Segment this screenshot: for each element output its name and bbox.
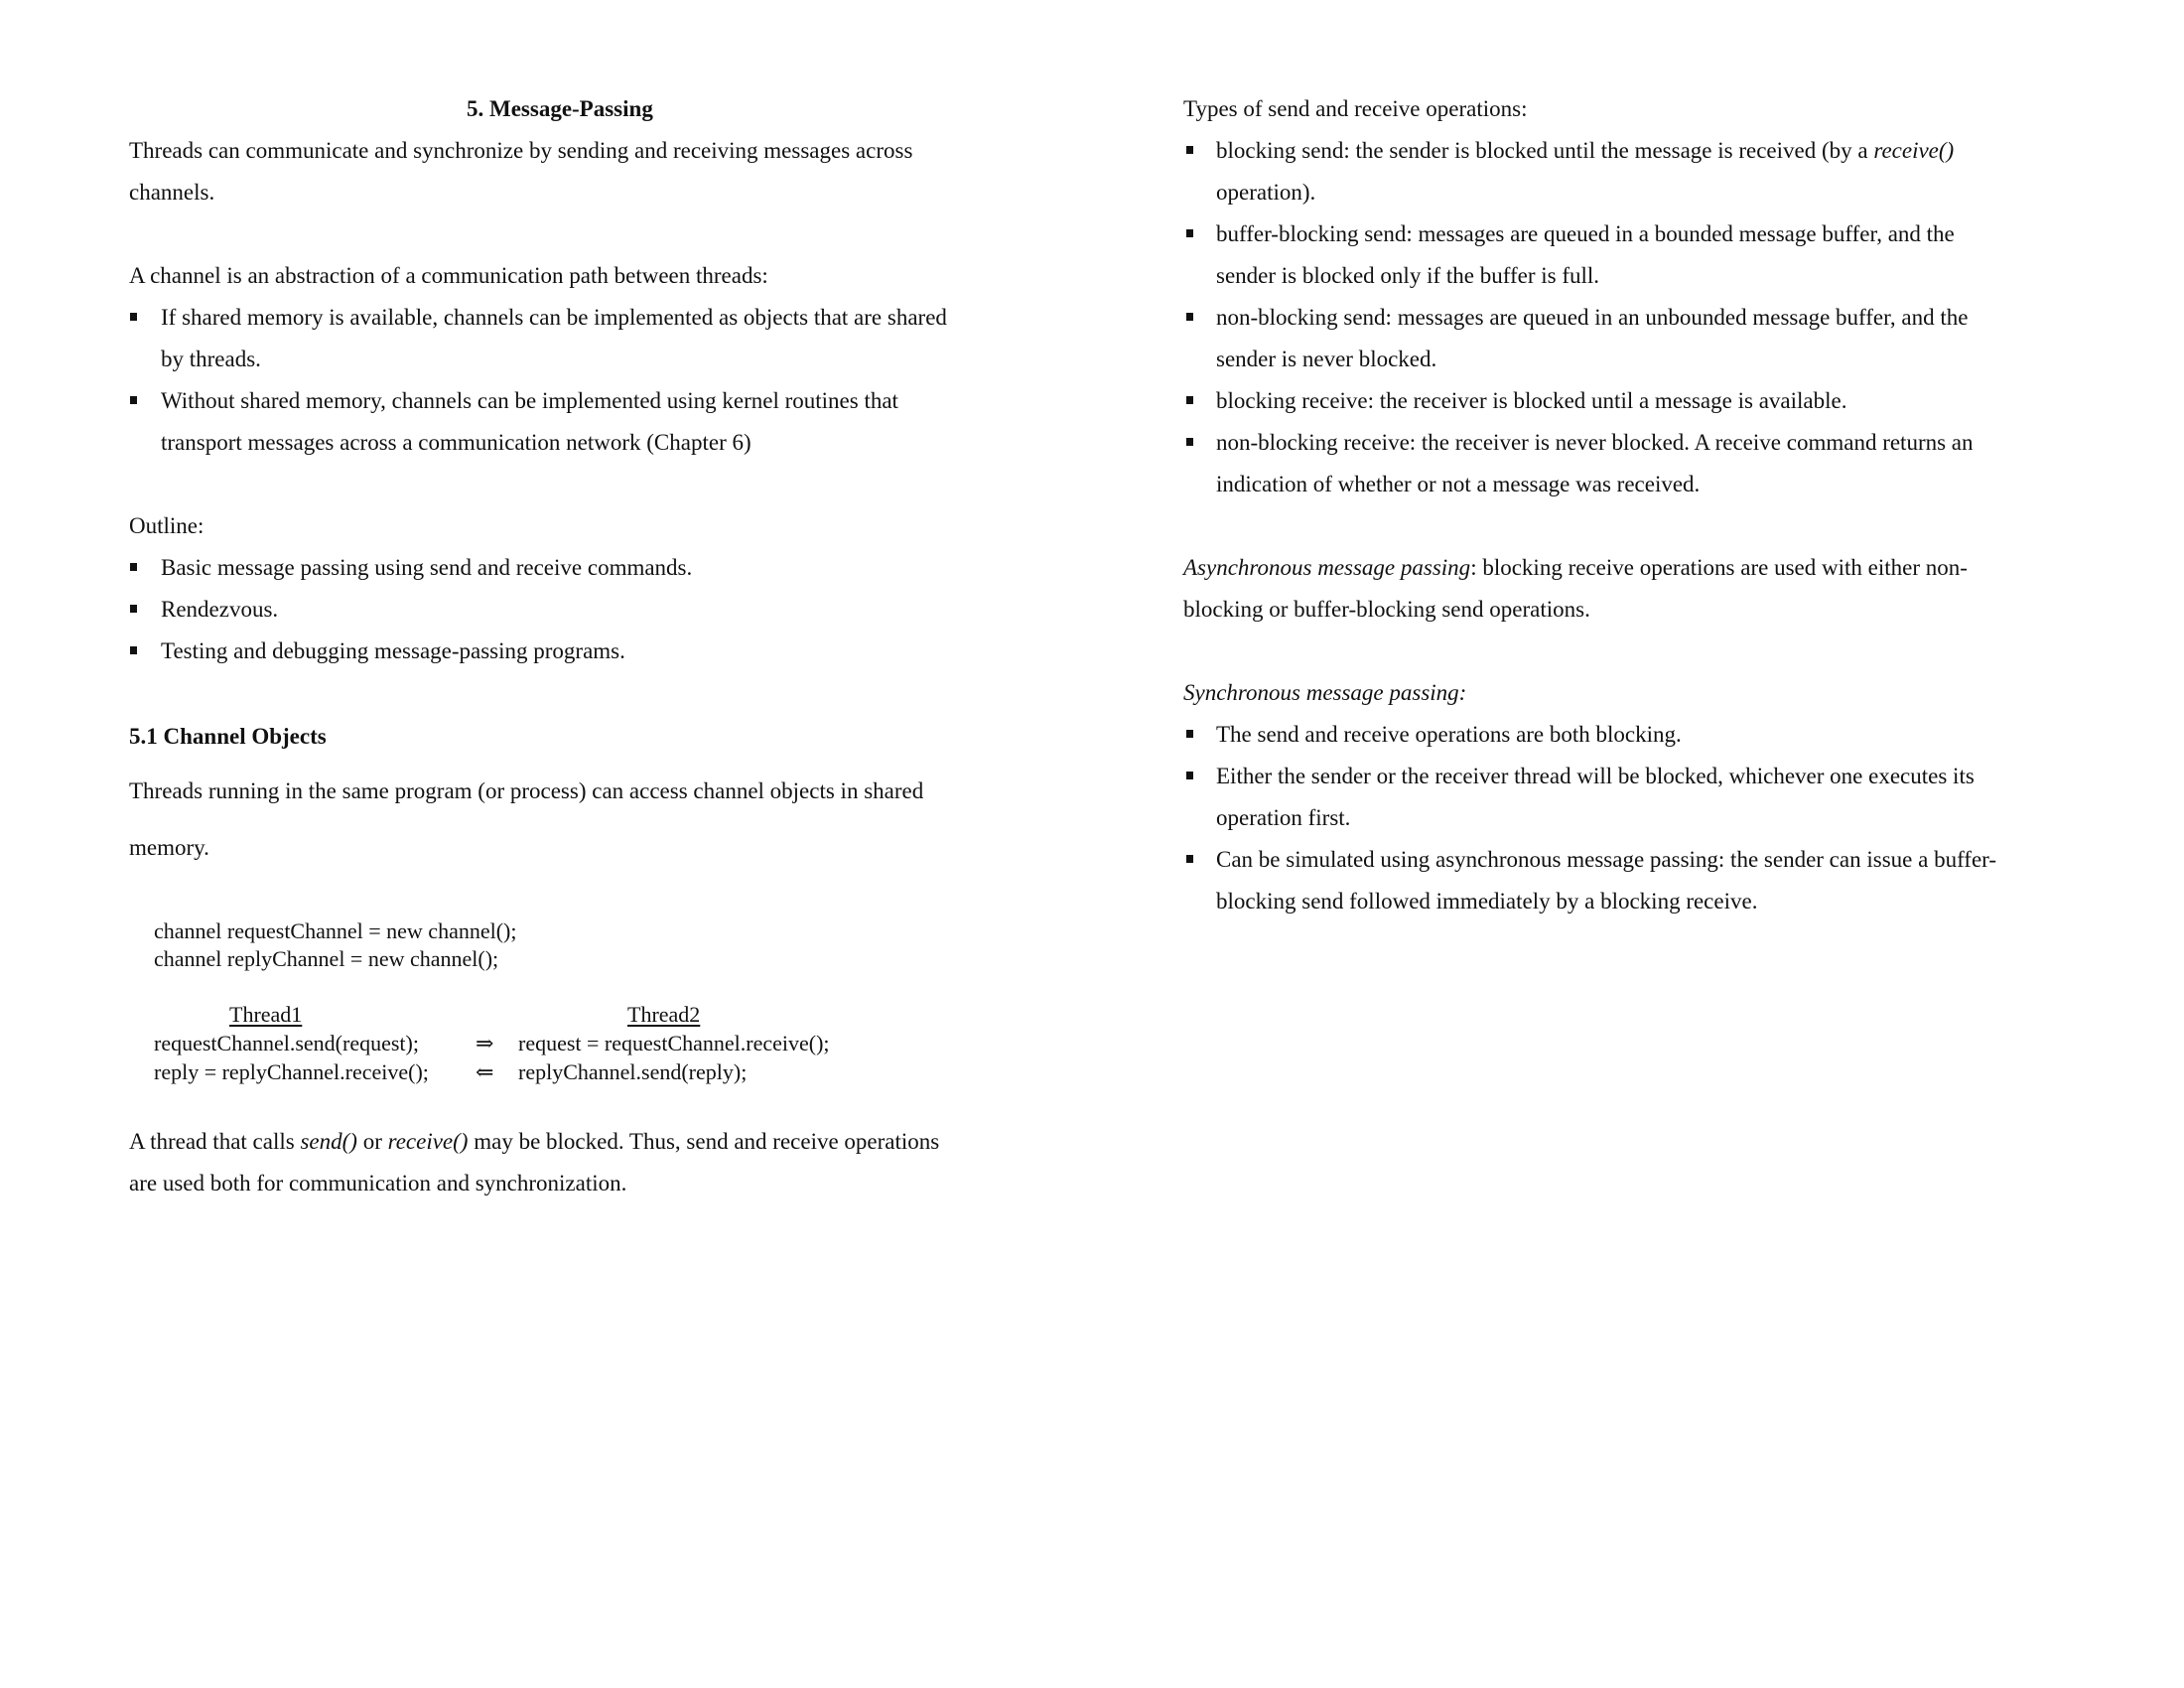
bullet-text-continued: operation first. xyxy=(1216,805,1351,830)
bullet-text-continued: operation). xyxy=(1216,180,1316,205)
async-definition-line-2: blocking or buffer-blocking send operations. xyxy=(1183,597,1590,622)
sync-term: Synchronous message passing: xyxy=(1183,680,1467,705)
square-bullet-icon xyxy=(1186,730,1193,738)
section-heading: 5.1 Channel Objects xyxy=(129,724,327,749)
right-double-arrow-icon: ⇒ xyxy=(476,1031,494,1055)
square-bullet-icon xyxy=(130,396,137,404)
bullet-text: If shared memory is available, channels can be implemented as objects that are shared xyxy=(161,305,947,330)
section-paragraph-line-1: Threads running in the same program (or process) can access channel objects in shared xyxy=(129,778,924,803)
bullet-text-continued: blocking send followed immediately by a blocking receive. xyxy=(1216,889,1758,914)
square-bullet-icon xyxy=(1186,313,1193,321)
chapter-title: 5. Message-Passing xyxy=(467,96,653,121)
channel-definition: A channel is an abstraction of a communication path between threads: xyxy=(129,263,768,288)
bullet-text: The send and receive operations are both blocking. xyxy=(1216,722,1682,747)
bullet-text: Can be simulated using asynchronous message passing: the sender can issue a buffer- xyxy=(1216,847,1997,872)
bullet-text: Without shared memory, channels can be implemented using kernel routines that xyxy=(161,388,898,413)
square-bullet-icon xyxy=(1186,855,1193,863)
bullet-text-continued: sender is blocked only if the buffer is full. xyxy=(1216,263,1600,288)
bullet-text-continued: transport messages across a communication network (Chapter 6) xyxy=(161,430,751,455)
square-bullet-icon xyxy=(1186,438,1193,446)
receive-function-ref: receive() xyxy=(387,1129,469,1154)
bullet-text: non-blocking receive: the receiver is never blocked. A receive command returns an xyxy=(1216,430,1974,455)
closing-text: or xyxy=(356,1129,388,1154)
types-lead: Types of send and receive operations: xyxy=(1183,96,1528,121)
square-bullet-icon xyxy=(130,313,137,321)
left-double-arrow-icon: ⇐ xyxy=(476,1059,494,1084)
closing-paragraph-line-1 xyxy=(129,1128,939,1156)
receive-function-ref: receive() xyxy=(1873,138,1955,163)
bullet-text xyxy=(1216,137,1954,165)
outline-item: Rendezvous. xyxy=(161,597,279,622)
bullet-text: Either the sender or the receiver thread will be blocked, whichever one executes its xyxy=(1216,764,1975,788)
outline-item: Testing and debugging message-passing programs. xyxy=(161,638,625,663)
square-bullet-icon xyxy=(1186,146,1193,154)
section-paragraph-line-2: memory. xyxy=(129,835,209,860)
outline-item: Basic message passing using send and receive commands. xyxy=(161,555,693,580)
closing-text: may be blocked. Thus, send and receive operations xyxy=(468,1129,940,1154)
square-bullet-icon xyxy=(130,563,137,571)
square-bullet-icon xyxy=(1186,772,1193,779)
square-bullet-icon xyxy=(130,605,137,613)
square-bullet-icon xyxy=(130,646,137,654)
intro-line-2: channels. xyxy=(129,180,215,205)
closing-text: A thread that calls xyxy=(129,1129,301,1154)
bullet-text-continued: sender is never blocked. xyxy=(1216,347,1437,371)
outline-label: Outline: xyxy=(129,513,205,538)
bullet-text: buffer-blocking send: messages are queued in a bounded message buffer, and the xyxy=(1216,221,1955,246)
thread1-statement: requestChannel.send(request); xyxy=(154,1031,419,1055)
closing-paragraph-line-2: are used both for communication and synchronization. xyxy=(129,1171,627,1196)
type-description: blocking send: the sender is blocked until the message is received (by a xyxy=(1216,138,1874,163)
code-declaration: channel requestChannel = new channel(); xyxy=(154,918,517,943)
bullet-text: non-blocking send: messages are queued in an unbounded message buffer, and the xyxy=(1216,305,1969,330)
thread1-statement: reply = replyChannel.receive(); xyxy=(154,1059,429,1084)
thread2-statement: replyChannel.send(reply); xyxy=(518,1059,748,1084)
thread2-header: Thread2 xyxy=(627,1002,701,1027)
async-term: Asynchronous message passing xyxy=(1183,555,1471,580)
bullet-text-continued: by threads. xyxy=(161,347,261,371)
bullet-text: blocking receive: the receiver is blocked until a message is available. xyxy=(1216,388,1847,413)
async-description: : blocking receive operations are used with either non- xyxy=(1470,555,1968,580)
thread1-header: Thread1 xyxy=(229,1002,303,1027)
bullet-text-continued: indication of whether or not a message was received. xyxy=(1216,472,1701,496)
thread2-statement: request = requestChannel.receive(); xyxy=(518,1031,830,1055)
square-bullet-icon xyxy=(1186,229,1193,237)
code-declaration: channel replyChannel = new channel(); xyxy=(154,946,499,971)
async-definition-line-1 xyxy=(1183,554,1968,582)
intro-line-1: Threads can communicate and synchronize by sending and receiving messages across xyxy=(129,138,913,163)
send-function-ref: send() xyxy=(300,1129,357,1154)
square-bullet-icon xyxy=(1186,396,1193,404)
